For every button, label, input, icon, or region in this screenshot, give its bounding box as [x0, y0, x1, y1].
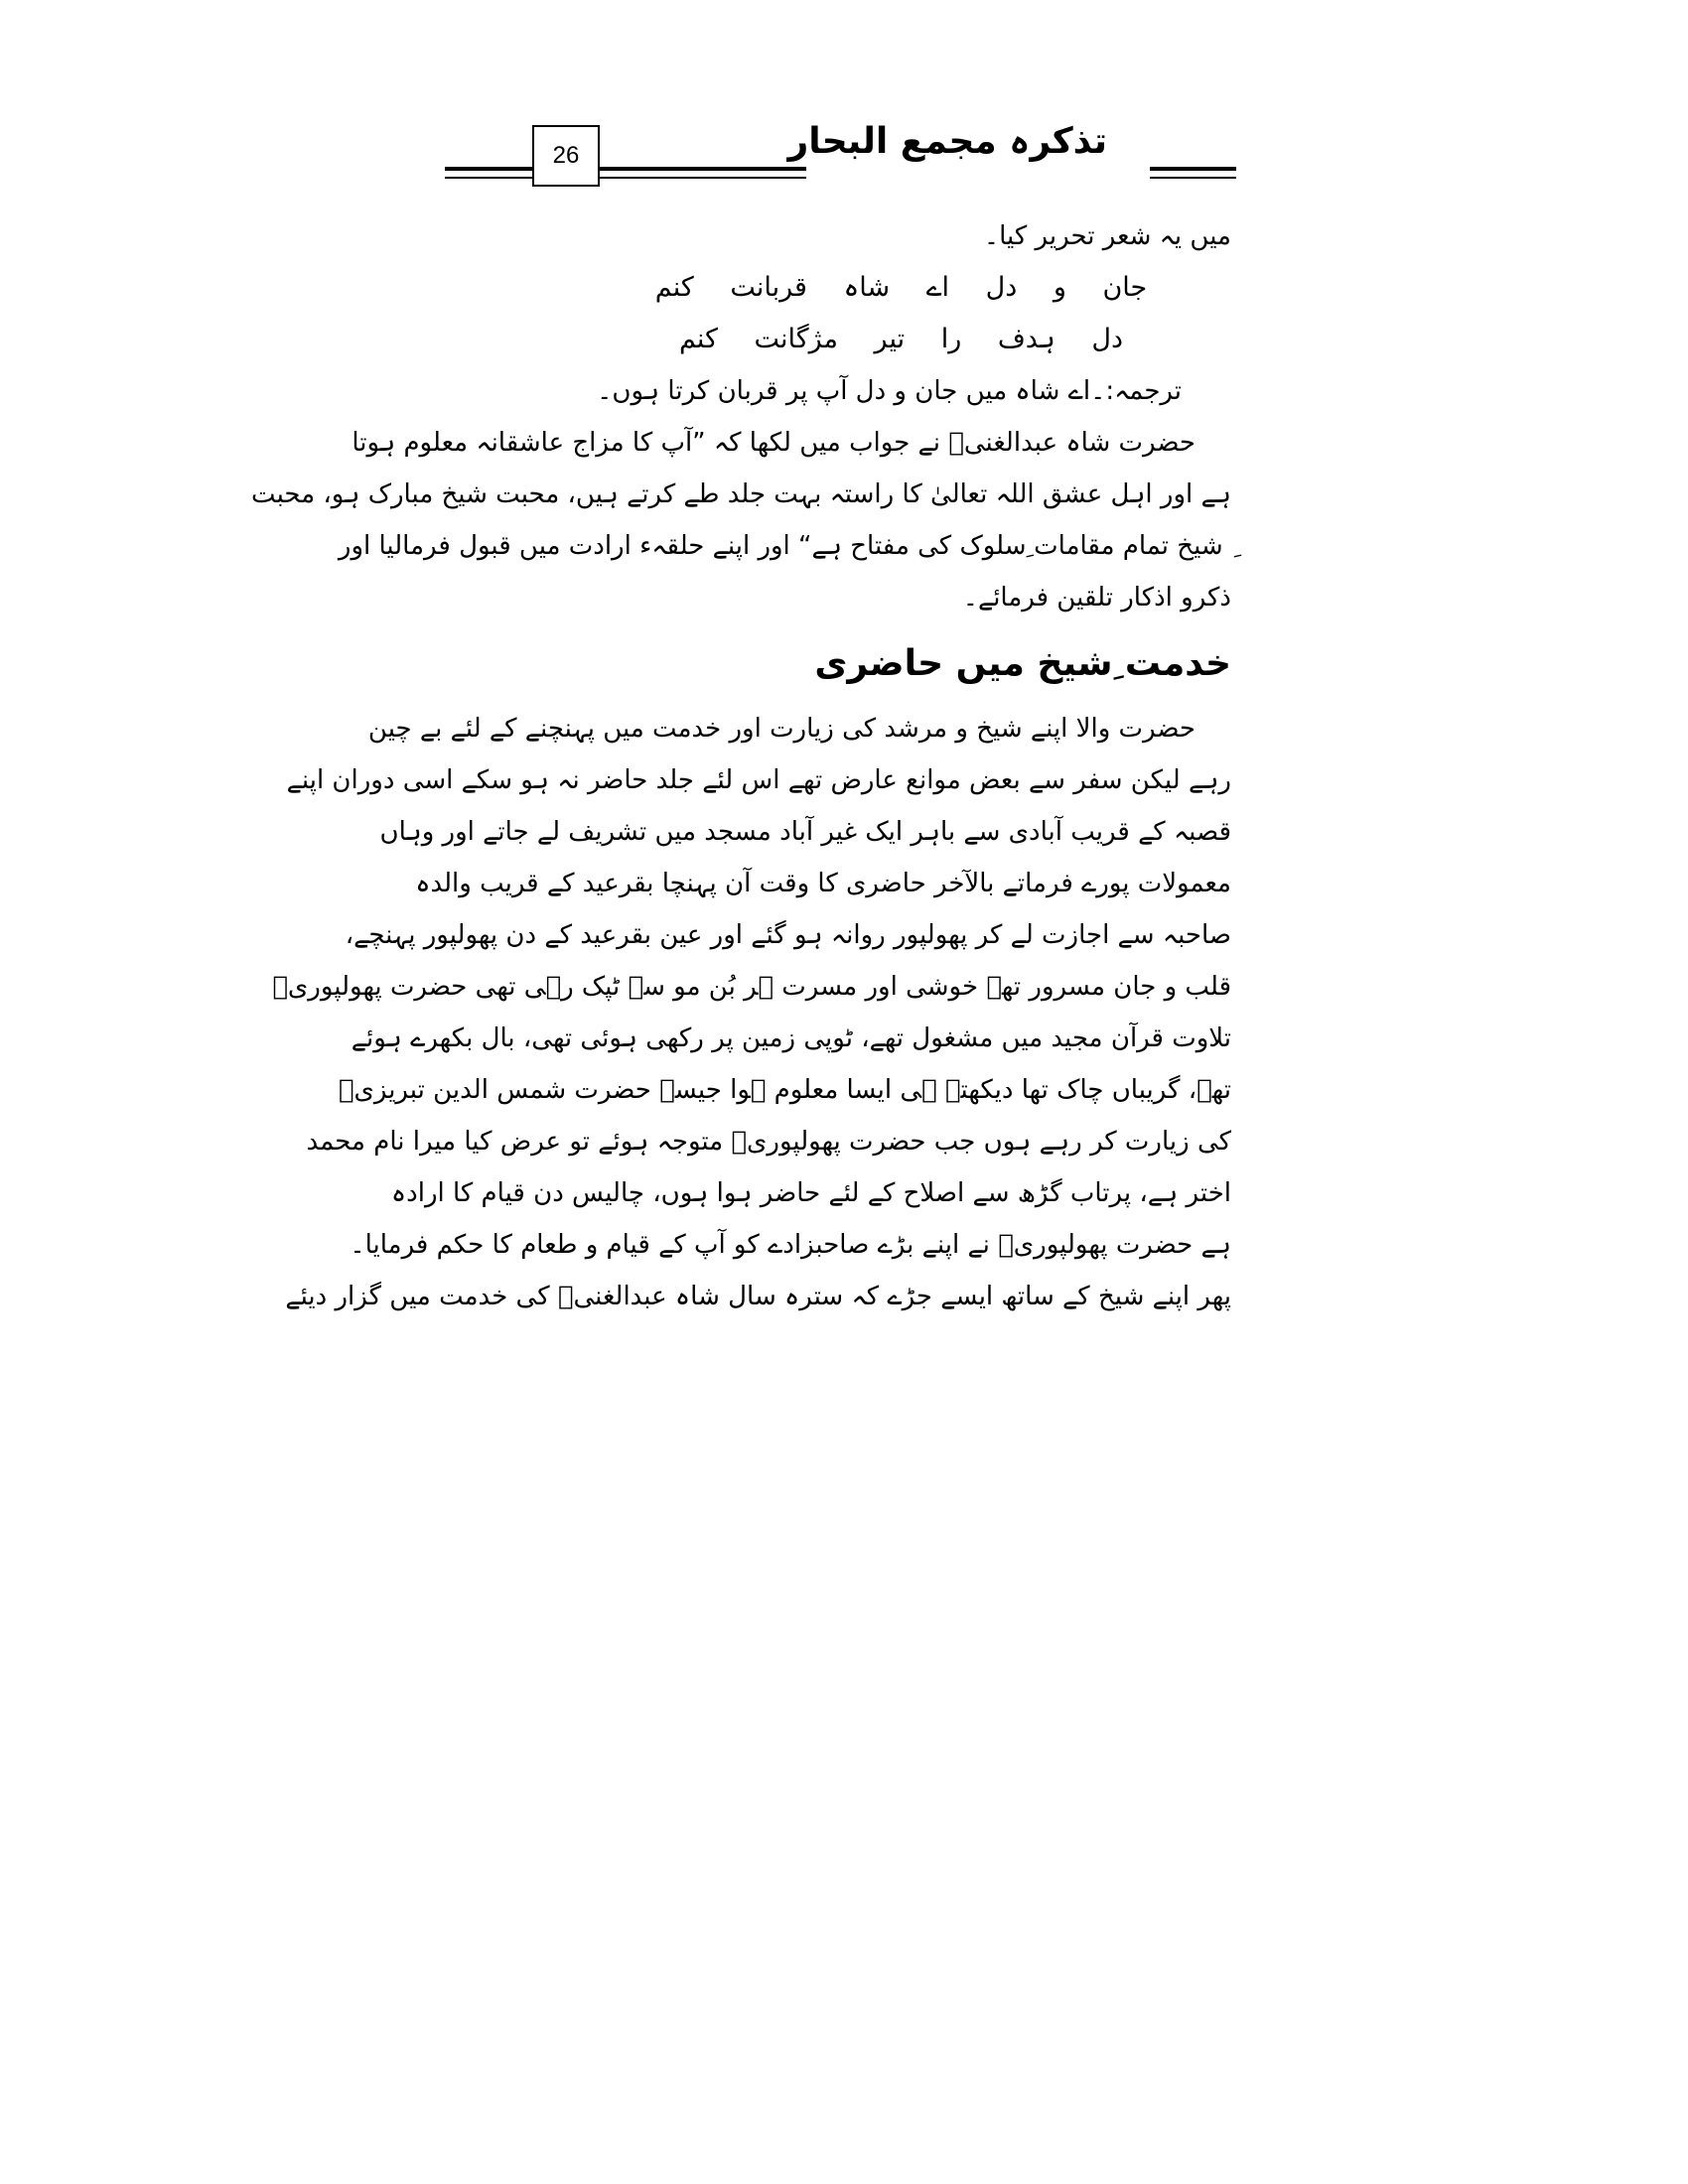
paragraph-line: ذکرو اذکار تلقین فرمائے۔	[962, 583, 1231, 613]
paragraph-line: ہے حضرت پھولپوریؒ نے اپنے بڑے صاحبزادے کو آپ کے قیام و طعام کا حکم فرمایا۔	[350, 1230, 1231, 1260]
paragraph-visit	[272, 703, 1231, 1322]
paragraph-line: قلب و جان مسرور تھے خوشی اور مسرت ہر بُن مو سے ٹپک رہی تھی حضرت پھولپوریؒ	[272, 972, 1231, 1002]
paragraph-line: اختر ہے، پرتاب گڑھ سے اصلاح کے لئے حاضر ہوا ہوں، چالیس دن قیام کا ارادہ	[390, 1178, 1231, 1208]
header-rule-middle-thin	[598, 177, 806, 179]
paragraph-line: ِ شیخ تمام مقامات ِسلوک کی مفتاح ہے“ اور اپنے حلقہء ارادت میں قبول فرمالیا اور	[338, 531, 1231, 561]
page-header	[445, 121, 1236, 189]
header-rule-middle	[598, 167, 806, 171]
paragraph-line: صاحبہ سے اجازت لے کر پھولپور روانہ ہو گئے اور عین بقرعید کے دن پھولپور پہنچے،	[345, 920, 1231, 950]
intro-line: میں یہ شعر تحریر کیا۔	[983, 221, 1231, 251]
page-content	[251, 210, 1231, 1322]
paragraph-line: کی زیارت کر رہے ہوں جب حضرت پھولپوریؒ متوجہ ہوئے تو عرض کیا میرا نام محمد	[306, 1127, 1231, 1157]
paragraph-line: حضرت والا اپنے شیخ و مرشد کی زیارت اور خدمت میں پہنچنے کے لئے بے چین	[367, 714, 1196, 744]
paragraph-line: قصبہ کے قریب آبادی سے باہر ایک غیر آباد مسجد میں تشریف لے جاتے اور وہاں	[379, 817, 1231, 847]
paragraph-line: معمولات پورے فرماتے بالآخر حاضری کا وقت آن پہنچا بقرعید کے قریب والدہ	[415, 869, 1231, 898]
header-rule-left-thin	[445, 177, 532, 179]
paragraph-line: تلاوت قرآن مجید میں مشغول تھے، ٹوپی زمین پر رکھی ہوئی تھی، بال بکھرے ہوئے	[351, 1024, 1231, 1053]
paragraph-reply	[251, 417, 1231, 623]
paragraph-line: حضرت شاہ عبدالغنیؒ نے جواب میں لکھا کہ ”آپ کا مزاج عاشقانہ معلوم ہوتا	[352, 428, 1196, 458]
section-heading: خدمت ِشیخ میں حاضری	[814, 643, 1231, 684]
paragraph-line: ہے اور اہل عشق اللہ تعالیٰ کا راستہ بہت جلد طے کرتے ہیں، محبت شیخ مبارک ہو، محبت	[251, 479, 1231, 509]
header-rule-right-thin	[1150, 177, 1236, 179]
translation-line: ترجمہ:۔اے شاہ میں جان و دل آپ پر قربان کرتا ہوں۔	[597, 376, 1182, 406]
header-rule-left	[445, 167, 532, 171]
paragraph-line: پھر اپنے شیخ کے ساتھ ایسے جڑے کہ سترہ سال شاہ عبدالغنیؒ کی خدمت میں گزار دیئے	[285, 1282, 1231, 1311]
header-rule-right	[1150, 167, 1236, 171]
header-title: تذکرہ مجمع البحار	[787, 121, 1107, 162]
verse-line-1: جان و دل اے شاہ قربانت کنم	[654, 272, 1148, 303]
paragraph-line: رہے لیکن سفر سے بعض موانع عارض تھے اس لئے جلد حاضر نہ ہو سکے اسی دوران اپنے	[286, 765, 1231, 795]
paragraph-line: تھے، گریباں چاک تھا دیکھتے ہی ایسا معلوم ہوا جیسے حضرت شمس الدین تبریزیؒ	[338, 1075, 1231, 1105]
page-number: 26	[552, 142, 580, 169]
verse-line-2: دل ہدف را تیر مژگانت کنم	[678, 324, 1124, 354]
page-number-box	[532, 125, 600, 187]
